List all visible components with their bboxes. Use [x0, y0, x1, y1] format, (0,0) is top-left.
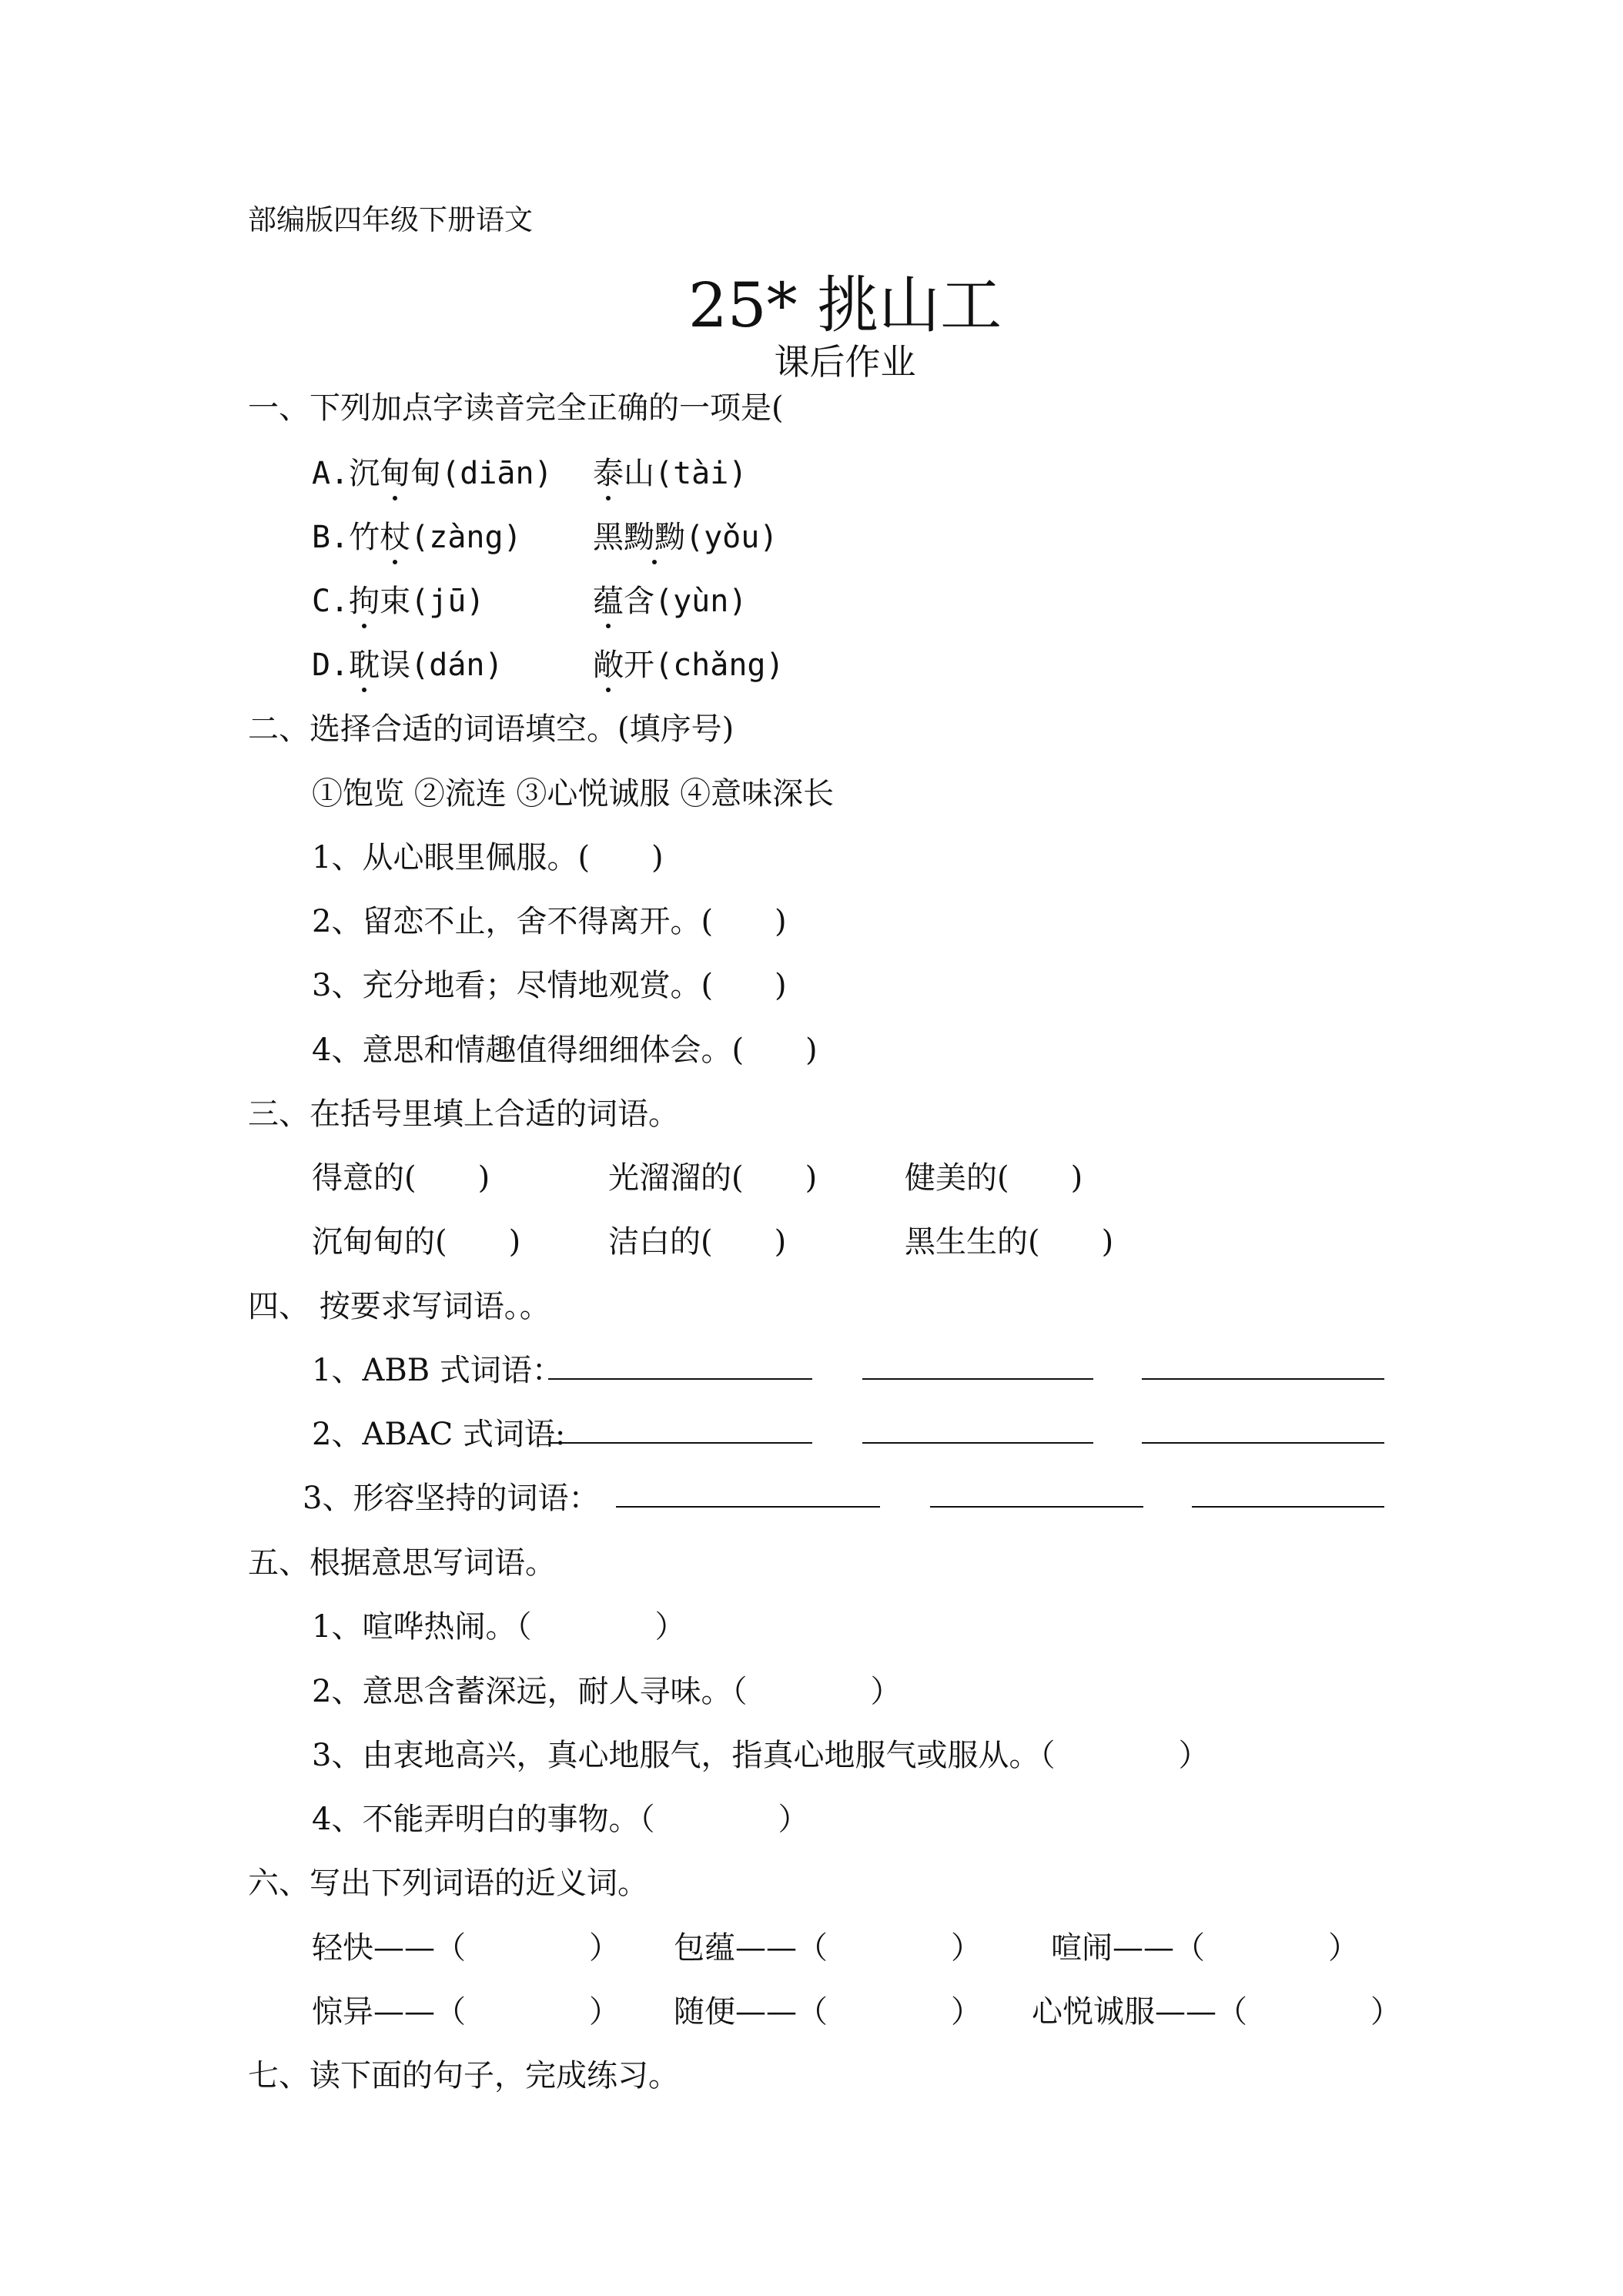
q3-row2-c: 黑生生的( )	[905, 1224, 1114, 1260]
q3-row2-a: 沉甸甸的( )	[312, 1224, 521, 1260]
question-7-heading: 七、读下面的句子，完成练习。	[248, 2058, 679, 2094]
option-a-left: A.沉甸甸(diān)	[312, 449, 553, 493]
q3-row1-c: 健美的( )	[905, 1160, 1083, 1196]
option-b-right: 黑黝黝(yǒu)	[593, 513, 778, 557]
q3-row2-b: 洁白的( )	[608, 1224, 787, 1260]
q5-item-2: 2、意思含蓄深远，耐人寻味。（ ）	[312, 1674, 902, 1709]
answer-line[interactable]	[930, 1506, 1143, 1508]
option-a-right: 泰山(tài)	[593, 449, 747, 493]
page-title: 25* 挑山工	[688, 269, 1002, 341]
question-5-heading: 五、根据意思写词语。	[248, 1545, 556, 1581]
question-2-heading: 二、选择合适的词语填空。(填序号)	[248, 711, 735, 747]
q2-item-3: 3、充分地看；尽情地观赏。( )	[312, 968, 787, 1003]
answer-line[interactable]	[1142, 1378, 1384, 1380]
q5-item-3: 3、由衷地高兴，真心地服气，指真心地服气或服从。（ ）	[312, 1738, 1210, 1773]
q4-item-3: 3、形容坚持的词语：	[303, 1481, 600, 1516]
answer-line[interactable]	[862, 1442, 1093, 1444]
q6-row1-c: 喧闹——（ ）	[1051, 1930, 1359, 1966]
option-d-right: 敞开(chǎng)	[593, 641, 785, 684]
answer-line[interactable]	[548, 1378, 812, 1380]
answer-line[interactable]	[548, 1442, 812, 1444]
q2-item-2: 2、留恋不止，舍不得离开。( )	[312, 904, 787, 939]
question-4-heading: 四、 按要求写词语。。	[248, 1289, 550, 1324]
option-b-left: B.竹杖(zàng)	[312, 513, 522, 557]
question-3-heading: 三、在括号里填上合适的词语。	[248, 1096, 679, 1132]
q6-row2-b: 随便——（ ）	[674, 1994, 982, 2030]
option-c-right: 蕴含(yùn)	[593, 577, 747, 621]
question-6-heading: 六、写出下列词语的近义词。	[248, 1866, 648, 1901]
answer-line[interactable]	[1142, 1442, 1384, 1444]
document-header: 部编版四年级下册语文	[248, 203, 533, 236]
q6-row2-c: 心悦诚服——（ ）	[1032, 1994, 1401, 2030]
answer-line[interactable]	[616, 1506, 880, 1508]
q4-item-2: 2、ABAC 式词语:	[312, 1417, 566, 1452]
answer-line[interactable]	[1192, 1506, 1384, 1508]
q6-row2-a: 惊异——（ ）	[312, 1994, 620, 2030]
word-choices: ①饱览 ②流连 ③心悦诚服 ④意味深长	[312, 776, 835, 812]
q2-item-1: 1、从心眼里佩服。( )	[312, 840, 664, 875]
option-c-left: C.拘束(jū)	[312, 577, 485, 621]
question-1-heading: 一、下列加点字读音完全正确的一项是(	[248, 390, 784, 426]
q6-row1-b: 包蕴——（ ）	[674, 1930, 982, 1966]
q4-item-1: 1、ABB 式词语：	[312, 1353, 563, 1388]
option-d-left: D.耽误(dán)	[312, 641, 504, 684]
q3-row1-a: 得意的( )	[312, 1160, 490, 1196]
q5-item-4: 4、不能弄明白的事物。（ ）	[312, 1802, 809, 1837]
q2-item-4: 4、意思和情趣值得细细体会。( )	[312, 1033, 818, 1068]
page-subtitle: 课后作业	[774, 341, 916, 383]
q5-item-1: 1、喧哗热闹。（ ）	[312, 1609, 686, 1645]
answer-line[interactable]	[862, 1378, 1093, 1380]
q6-row1-a: 轻快——（ ）	[312, 1930, 620, 1966]
q3-row1-b: 光溜溜的( )	[608, 1160, 818, 1196]
